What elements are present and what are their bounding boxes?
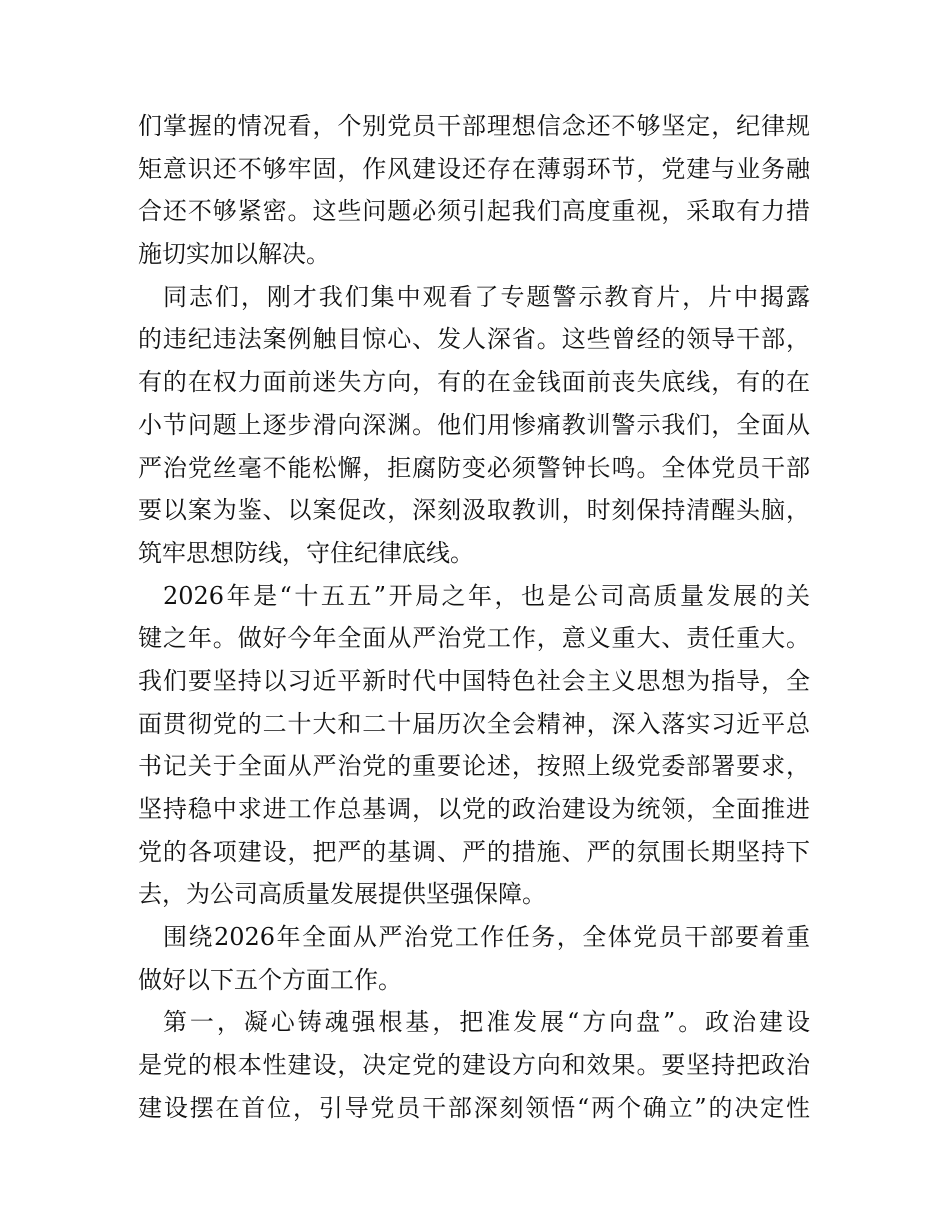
- text-line: 键之年。做好今年全面从严治党工作，意义重大、责任重大。: [138, 624, 810, 653]
- text-line: 要以案为鉴、以案促改，深刻汲取教训，时刻保持清醒头脑，: [138, 496, 810, 525]
- text-line: 书记关于全面从严治党的重要论述，按照上级党委部署要求，: [138, 752, 810, 781]
- text-line: 我们要坚持以习近平新时代中国特色社会主义思想为指导，全: [138, 666, 810, 695]
- paragraph: [138, 575, 810, 917]
- text-line: 坚持稳中求进工作总基调，以党的政治建设为统领，全面推进: [138, 795, 810, 823]
- text-line: 2026年是“十五五”开局之年，也是公司高质量发展的关: [163, 581, 810, 610]
- text-line: 们掌握的情况看，个别党员干部理想信念还不够坚定，纪律规: [138, 112, 810, 140]
- paragraph: [138, 105, 810, 276]
- text-line: 施切实加以解决。: [138, 240, 330, 269]
- text-line: 小节问题上逐步滑向深渊。他们用惨痛教训警示我们，全面从: [138, 410, 810, 439]
- text-line: 围绕2026年全面从严治党工作任务，全体党员干部要着重: [163, 923, 810, 952]
- text-line: 合还不够紧密。这些问题必须引起我们高度重视，采取有力措: [138, 197, 810, 226]
- text-line: 做好以下五个方面工作。: [138, 965, 402, 994]
- text-line: 的违纪违法案例触目惊心、发人深省。这些曾经的领导干部，: [138, 325, 810, 354]
- text-line: 有的在权力面前迷失方向，有的在金钱面前丧失底线，有的在: [138, 368, 810, 397]
- text-line: 去，为公司高质量发展提供坚强保障。: [138, 880, 546, 909]
- paragraph: [138, 1001, 810, 1129]
- document-page: [138, 105, 810, 1130]
- text-line: 党的各项建设，把严的基调、严的措施、严的氛围长期坚持下: [138, 837, 810, 866]
- text-line: 第一，凝心铸魂强根基，把准发展“方向盘”。政治建设: [163, 1008, 810, 1037]
- text-line: 筑牢思想防线，守住纪律底线。: [138, 538, 474, 567]
- text-line: 严治党丝毫不能松懈，拒腐防变必须警钟长鸣。全体党员干部: [138, 453, 810, 482]
- paragraph: [138, 276, 810, 575]
- text-line: 面贯彻党的二十大和二十届历次全会精神，深入落实习近平总: [138, 709, 810, 738]
- text-line: 矩意识还不够牢固，作风建设还存在薄弱环节，党建与业务融: [138, 154, 810, 183]
- text-line: 建设摆在首位，引导党员干部深刻领悟“两个确立”的决定性: [138, 1093, 810, 1122]
- paragraph: [138, 916, 810, 1001]
- text-line: 是党的根本性建设，决定党的建设方向和效果。要坚持把政治: [138, 1051, 810, 1080]
- text-line: 同志们，刚才我们集中观看了专题警示教育片，片中揭露: [163, 282, 810, 311]
